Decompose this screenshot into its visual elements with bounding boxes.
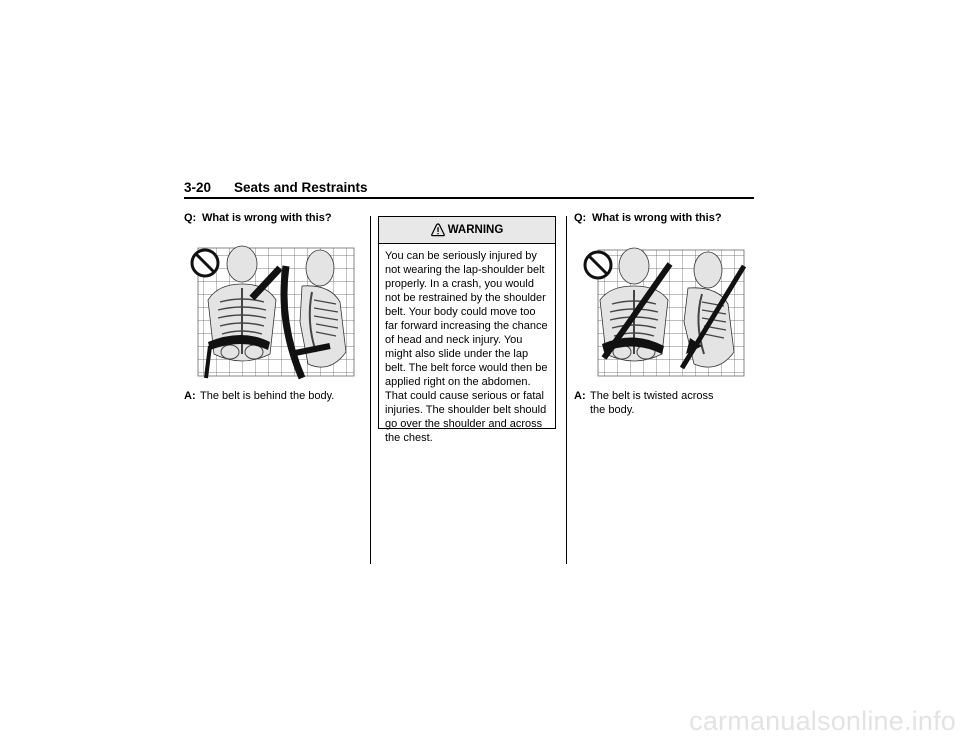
warning-icon [431,223,445,237]
warning-box [378,216,556,444]
header-rule [184,197,754,199]
left-question [184,212,332,224]
prohibited-icon [192,250,218,276]
answer-label: A: [574,390,586,402]
question-text: What is wrong with this? [202,212,332,224]
prohibited-icon [585,252,611,278]
answer-text: The belt is behind the body. [200,390,335,402]
question-label: Q: [574,212,587,224]
right-question [574,212,722,224]
warning-title: WARNING [447,224,504,236]
illustration-belt-twisted [578,242,748,382]
left-answer [184,389,364,419]
column-divider-right [566,216,567,564]
section-title: Seats and Restraints [234,180,368,195]
page-number: 3-20 [184,180,212,195]
column-divider-left [370,216,371,564]
page-header [184,180,754,195]
question-label: Q: [184,212,197,224]
warning-body: You can be seriously injured by not wearing the lap-shoulder belt properly. In a crash, you would not be restrained by the shoulder belt. Your body could move too far forward increasing the chance of head and neck injury. You might also slide under the lap belt. The belt force would then be applied right on the abdomen. That could cause serious or fatal injuries. The shoulder belt should go over the shoulder and across the chest. [385,250,548,444]
question-text: What is wrong with this? [592,212,722,224]
right-answer [574,389,754,419]
answer-text: The belt is twisted across the body. [590,390,714,416]
watermark: carmanualsonline.info [689,706,956,736]
illustration-belt-behind-body [190,242,360,382]
answer-label: A: [184,390,196,402]
warning-header [379,217,555,244]
